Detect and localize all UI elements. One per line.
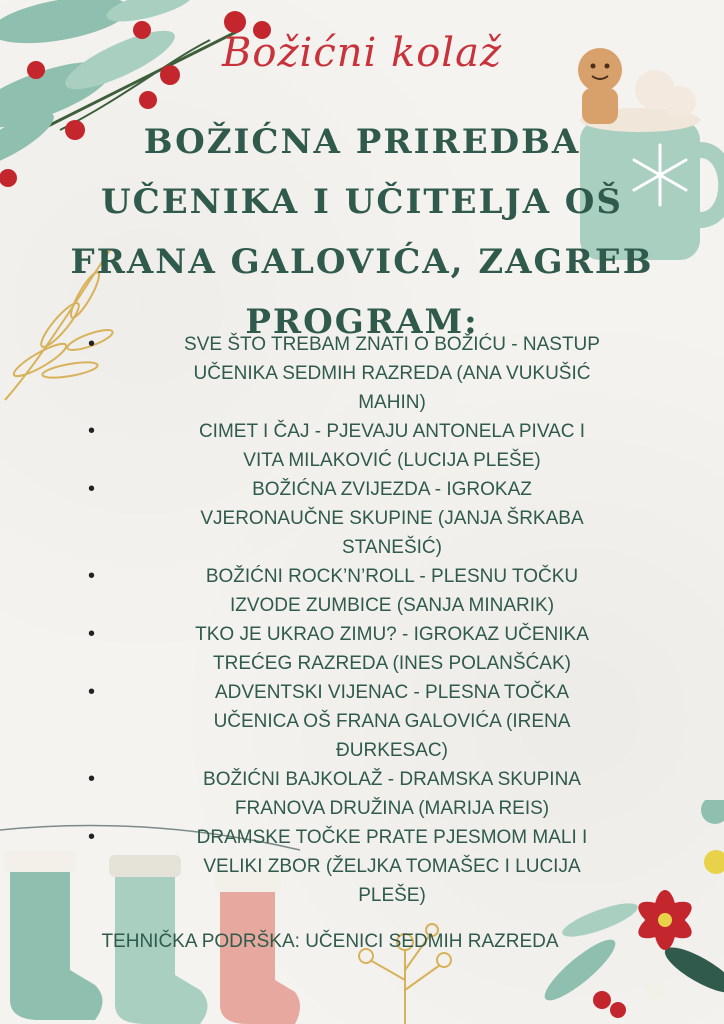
script-title: Božićni kolaž xyxy=(221,30,503,76)
technical-support-line: TEHNIČKA PODRŠKA: UČENICI SEDMIH RAZREDA xyxy=(101,931,559,952)
program-item: • BOŽIĆNI ROCK’N’ROLL - PLESNU TOČKU IZVODE ZUMBICE (SANJA MINARIK) xyxy=(90,562,694,620)
program-item: • CIMET I ČAJ - PJEVAJU ANTONELA PIVAC I VITA MILAKOVIĆ (LUCIJA PLEŠE) xyxy=(90,417,694,475)
program-item: • DRAMSKE TOČKE PRATE PJESMOM MALI I VELIKI ZBOR (ŽELJKA TOMAŠEC I LUCIJA PLEŠE) xyxy=(90,823,694,910)
program-item: • BOŽIĆNA ZVIJEZDA - IGROKAZ VJERONAUČNE SKUPINE (JANJA ŠRKABA STANEŠIĆ) xyxy=(90,475,694,562)
program-item: • ADVENTSKI VIJENAC - PLESNA TOČKA UČENICA OŠ FRANA GALOVIĆA (IRENA ĐURKESAC) xyxy=(90,678,694,765)
program-item: • BOŽIĆNI BAJKOLAŽ - DRAMSKA SKUPINA FRANOVA DRUŽINA (MARIJA REIS) xyxy=(90,765,694,823)
title-line: FRANA GALOVIĆA, ZAGREB xyxy=(70,242,654,282)
program-list xyxy=(60,330,694,910)
title-line: UČENIKA I UČITELJA OŠ xyxy=(101,182,623,222)
program-heading: PROGRAM: xyxy=(245,302,479,342)
program-item: • SVE ŠTO TREBAM ZNATI O BOŽIĆU - NASTUP UČENIKA SEDMIH RAZREDA (ANA VUKUŠIĆ MAHIN) xyxy=(90,330,694,417)
title-line: BOŽIĆNA PRIREDBA xyxy=(143,122,581,162)
page-title xyxy=(60,112,664,352)
program-item: • TKO JE UKRAO ZIMU? - IGROKAZ UČENIKA TREĆEG RAZREDA (INES POLANŠĆAK) xyxy=(90,620,694,678)
